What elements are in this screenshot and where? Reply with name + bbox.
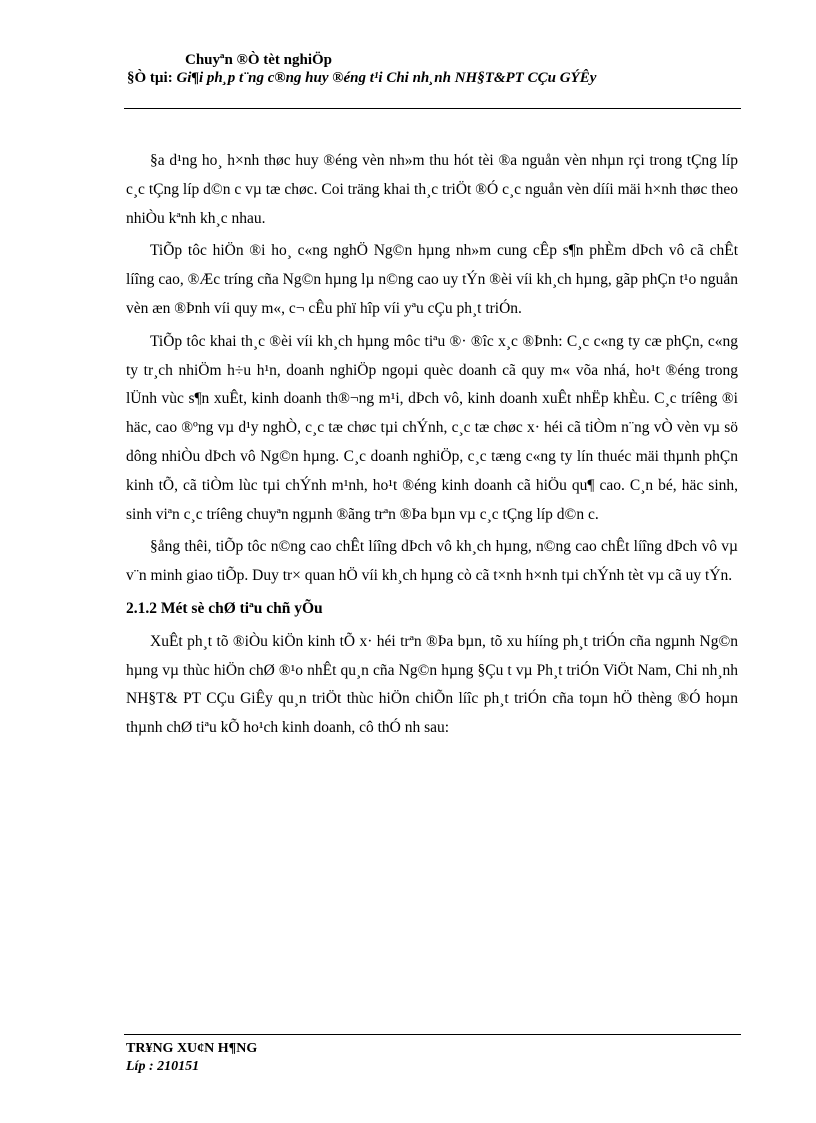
topic-text: Gi¶i ph¸p t¨ng c®ng huy ®éng t¹i Chi nh¸nh NH§T&PT CÇu GÝÊy	[176, 70, 597, 86]
paragraph: TiÕp tôc hiÖn ®i ho¸ c«ng nghÖ Ng©n hµng nh»m cung cÊp s¶n phÈm dÞch vô cã chÊt líîng cao, ®Æc tríng cña Ng©n hµng lµ n©ng cao uy tÝn ®èi víi kh¸ch hµng, gãp phÇn t¹o nguån vèn æn ®Þnh víi quy m«, c¬ cÊu phï hîp víi yªu cÇu ph¸t triÓn.	[126, 242, 738, 317]
section-heading: 2.1.2 Mét sè chØ tiªu chñ yÕu	[126, 599, 323, 617]
author-name: TR¥NG XU¢N H¶NG	[126, 1041, 258, 1056]
body-content	[126, 147, 738, 747]
thesis-topic	[127, 70, 596, 87]
paragraph: §ång thêi, tiÕp tôc n©ng cao chÊt líîng dÞch vô kh¸ch hµng, n©ng cao chÊt líîng dÞch vô vµ v¨n minh giao tiÕp. Duy tr× quan hÖ víi kh¸ch hµng cò cã t×nh h×nh tµi chÝnh tèt vµ cã uy tÝn.	[126, 538, 738, 585]
thesis-title: Chuyªn ®Ò tèt nghiÖp	[185, 52, 332, 68]
topic-label: §Ò tµi:	[127, 70, 177, 86]
header-divider	[124, 108, 741, 109]
page-footer	[126, 1040, 257, 1076]
paragraph: XuÊt ph¸t tõ ®iÒu kiÖn kinh tÕ x· héi trªn ®Þa bµn, tõ xu hííng ph¸t triÓn cña ngµnh Ng©n hµng vµ thùc hiÖn chØ ®¹o nhÊt qu¸n cña Ng©n hµng §Çu t vµ Ph¸t triÓn ViÖt Nam, Chi nh¸nh NH§T& PT CÇu GiÊy qu¸n triÖt thùc hiÖn chiÕn líîc ph¸t triÓn cña toµn hÖ thèng ®Ó hoµn thµnh chØ tiªu kÕ ho¹ch kinh doanh, cô thÓ nh sau:	[126, 632, 738, 737]
paragraph: TiÕp tôc khai th¸c ®èi víi kh¸ch hµng môc tiªu ®· ®îc x¸c ®Þnh: C¸c c«ng ty cæ phÇn, c«ng ty tr¸ch nhiÖm h÷u h¹n, doanh nghiÖp ngoµi quèc doanh cã quy m« võa nhá, ho¹t ®éng trong lÜnh vùc s¶n xuÊt, kinh doanh th®¬ng m¹i, dÞch vô, kinh doanh xuÊt nhËp khÈu. C¸c tríêng ®i häc, cao ®ºng vµ d¹y nghÒ, c¸c tæ chøc tµi chÝnh, c¸c tæ chøc x· héi cã tiÒm n¨ng vÒ vèn vµ sö dông nhiÒu dÞch vô Ng©n hµng. C¸c doanh nghiÖp, c¸c tæng c«ng ty lín thuéc mäi thµnh phÇn kinh tÕ, cã tiÒm lùc tµi chÝnh m¹nh, ho¹t ®éng kinh doanh cã hiÖu qu¶ cao. C¸n bé, häc sinh, sinh viªn c¸c tríêng chuyªn ngµnh ®ãng trªn ®Þa bµn vµ c¸c tÇng líp d©n c.	[126, 332, 738, 523]
class-label: Líp : 210151	[126, 1059, 200, 1074]
paragraph: §a d¹ng ho¸ h×nh thøc huy ®éng vèn nh»m thu hót tèi ®a nguån vèn nhµn rçi trong tÇng líp c¸c tÇng líp d©n c vµ tæ chøc. Coi träng khai th¸c triÖt ®Ó c¸c nguån vèn dííi mäi h×nh thøc theo nhiÒu kªnh kh¸c nhau.	[126, 152, 738, 227]
footer-divider	[124, 1034, 741, 1035]
